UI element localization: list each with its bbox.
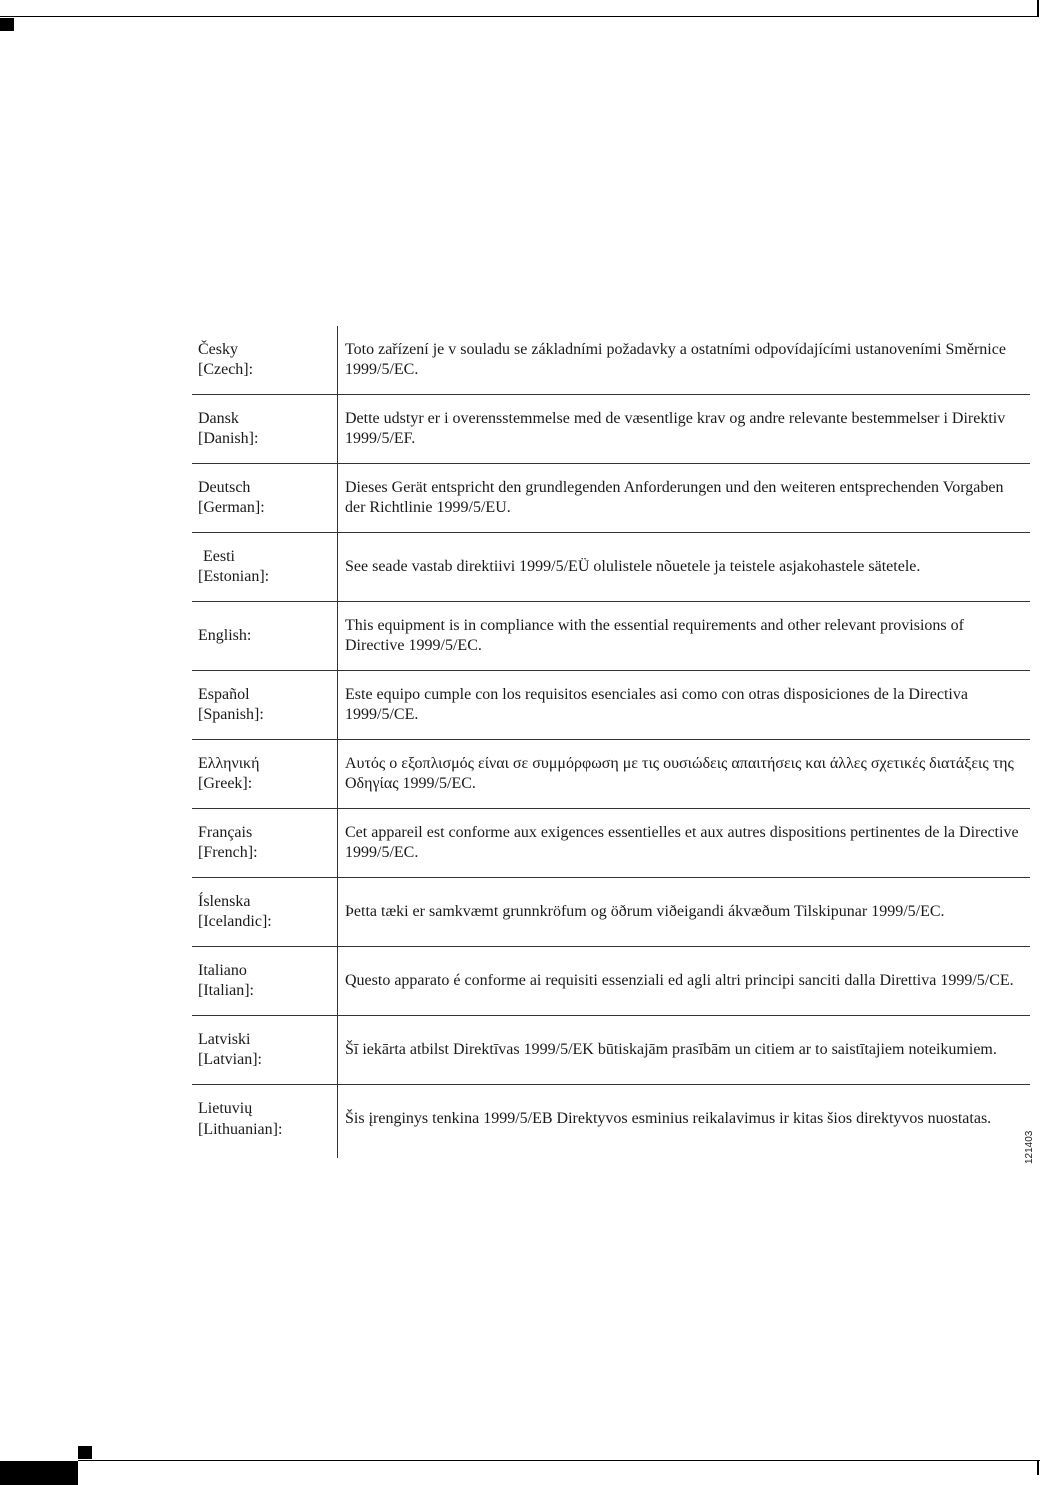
table-row bbox=[192, 326, 1030, 395]
declaration-cell bbox=[345, 602, 1027, 670]
language-english-name: [Czech]: bbox=[198, 361, 254, 378]
language-cell bbox=[198, 464, 334, 532]
language-cell bbox=[198, 878, 334, 946]
language-name: Íslenska bbox=[198, 892, 251, 910]
table-row bbox=[192, 464, 1030, 533]
declaration-text: Þetta tæki er samkvæmt grunnkröfum og öðrum viðeigandi ákvæðum Tilskipunar 1999/5/EC. bbox=[345, 902, 945, 920]
header-rule bbox=[0, 16, 1038, 17]
declaration-text: Dieses Gerät entspricht den grundlegenden Anforderungen und den weiteren entsprechenden Vorgaben der Richtlinie 1999/5/EU. bbox=[345, 478, 1004, 516]
declaration-text: Šī iekārta atbilst Direktīvas 1999/5/EK būtiskajām prasībām un citiem ar to saistītajiem noteikumiem. bbox=[345, 1040, 997, 1058]
language-english-name: [German]: bbox=[198, 499, 265, 516]
language-name: Français bbox=[198, 823, 253, 841]
language-name: Ελληνική bbox=[198, 754, 260, 772]
declaration-text: Šis įrenginys tenkina 1999/5/EB Direktyvos esminius reikalavimus ir kitas šios direktyvos nuostatas. bbox=[345, 1110, 992, 1128]
language-english-name: [Spanish]: bbox=[198, 706, 264, 723]
language-cell bbox=[198, 809, 334, 877]
table-row bbox=[192, 809, 1030, 878]
table-row bbox=[192, 740, 1030, 809]
declaration-text: Este equipo cumple con los requisitos esenciales asi como con otras disposiciones de la Directiva 1999/5/CE. bbox=[345, 685, 968, 723]
language-name: Español bbox=[198, 685, 250, 703]
figure-id: 121403 bbox=[1024, 1130, 1035, 1164]
language-english-name: [Greek]: bbox=[198, 775, 253, 792]
language-cell bbox=[198, 533, 334, 601]
declaration-text: Dette udstyr er i overensstemmelse med de væsentlige krav og andre relevante bestemmelser i Direktiv 1999/5/EF. bbox=[345, 409, 1006, 447]
declaration-cell bbox=[345, 464, 1027, 532]
language-cell bbox=[198, 1016, 334, 1084]
declaration-cell bbox=[345, 533, 1027, 601]
table-row bbox=[192, 878, 1030, 947]
declaration-cell bbox=[345, 740, 1027, 808]
declaration-cell bbox=[345, 878, 1027, 946]
language-english-name: [Italian]: bbox=[198, 982, 254, 999]
language-name: Latviski bbox=[198, 1030, 251, 1048]
declaration-text: Toto zařízení je v souladu se základními požadavky a ostatními odpovídajícími ustanoveními Směrnice 1999/5/EC. bbox=[345, 340, 1006, 378]
declaration-text: See seade vastab direktiivi 1999/5/EÜ olulistele nõuetele ja teistele asjakohastele sätetele. bbox=[345, 557, 921, 575]
table-row bbox=[192, 947, 1030, 1016]
language-name: Dansk bbox=[198, 409, 239, 427]
declaration-cell bbox=[345, 947, 1027, 1015]
language-english-name: [Estonian]: bbox=[198, 568, 270, 585]
header-marker bbox=[0, 18, 14, 31]
table-row bbox=[192, 1016, 1030, 1085]
declaration-cell bbox=[345, 809, 1027, 877]
language-name: English: bbox=[198, 626, 252, 644]
language-english-name: [Lithuanian]: bbox=[198, 1120, 283, 1138]
footer-corner-tick bbox=[1037, 1461, 1039, 1475]
declaration-cell bbox=[345, 671, 1027, 739]
language-name: Lietuvių bbox=[198, 1100, 253, 1117]
language-name: Italiano bbox=[198, 961, 247, 979]
language-cell bbox=[198, 395, 334, 463]
language-cell bbox=[198, 740, 334, 808]
footer-rule bbox=[78, 1460, 1040, 1461]
declaration-text: This equipment is in compliance with the essential requirements and other relevant provisions of Directive 1999/5/EC. bbox=[345, 616, 964, 654]
declaration-text: Questo apparato é conforme ai requisiti essenziali ed agli altri principi sanciti dalla Direttiva 1999/5/CE. bbox=[345, 971, 1014, 989]
table-row bbox=[192, 395, 1030, 464]
language-english-name: [French]: bbox=[198, 844, 258, 861]
language-cell bbox=[198, 602, 334, 670]
declaration-cell bbox=[345, 326, 1027, 394]
header-corner-tick bbox=[1037, 0, 1039, 17]
declaration-cell bbox=[345, 1016, 1027, 1084]
declaration-of-conformity-table bbox=[192, 326, 1030, 1154]
footer-page-tab bbox=[0, 1461, 78, 1485]
declaration-cell bbox=[345, 1085, 1027, 1154]
declaration-text: Αυτός ο εξοπλισμός είναι σε συμμόρφωση με τις ουσιώδεις απαιτήσεις και άλλες σχετικές διατάξεις της Οδηγίας 1999/5/EC. bbox=[345, 754, 1014, 792]
language-cell bbox=[198, 671, 334, 739]
declaration-text: Cet appareil est conforme aux exigences essentielles et aux autres dispositions pertinentes de la Directive 1999/5/EC. bbox=[345, 823, 1019, 861]
table-row bbox=[192, 1085, 1030, 1154]
table-row bbox=[192, 602, 1030, 671]
language-english-name: [Icelandic]: bbox=[198, 913, 272, 930]
declaration-cell bbox=[345, 395, 1027, 463]
language-cell bbox=[198, 947, 334, 1015]
table-row bbox=[192, 671, 1030, 740]
language-english-name: [Latvian]: bbox=[198, 1051, 262, 1068]
footer-marker bbox=[78, 1446, 92, 1459]
language-name: Česky bbox=[198, 340, 238, 358]
table-row bbox=[192, 533, 1030, 602]
language-name: Deutsch bbox=[198, 478, 251, 496]
language-english-name: [Danish]: bbox=[198, 430, 259, 447]
language-name: Eesti bbox=[203, 547, 235, 565]
language-cell bbox=[198, 326, 334, 394]
language-cell bbox=[198, 1085, 334, 1154]
